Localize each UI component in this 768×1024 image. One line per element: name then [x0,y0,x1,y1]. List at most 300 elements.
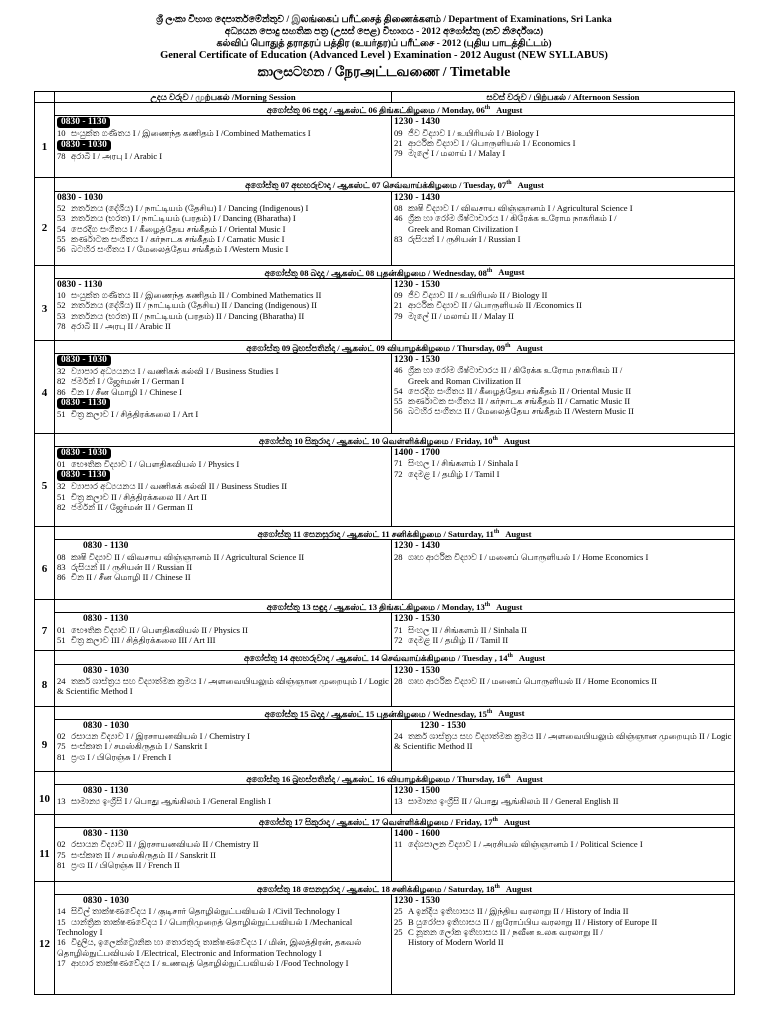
subject-name: සංයුක්ත ගණිතය II / இணைந்த கணிதம் II / Combined Mathematics II [71,290,322,301]
subject-name: ගෘහ ආර්ථික විද්‍යාව I / மனைப் பொருளியல் I / Home Economics I [408,551,649,562]
subject-name: චීන II / சீன மொழி II / Chinese II [71,572,191,583]
day-sessions-row [35,540,735,600]
day-month: August [498,708,525,719]
subject-name: A ඉන්දීය ඉතිහාසය II / இந்திய வரலாறு II / History of India II [408,906,629,917]
subject-entry [394,365,732,375]
subject-entry [57,839,389,849]
time-range: 1400 - 1700 [394,448,440,459]
subject-name: ගෘහ ආර්ථික විද්‍යාව II / மனைப் பொருளியல் II / Home Economics II [408,675,657,686]
afternoon-session-cell [392,116,735,178]
subject-entry [57,860,389,870]
session-time [57,665,389,676]
subject-entry [57,128,389,138]
time-range: 0830 - 1030 [57,192,103,203]
subject-entry [394,676,732,686]
subject-code: 46 [394,213,403,224]
subject-code: 55 [57,233,66,244]
subject-name: රුසියන් II / ருசியன் II / Russian II [71,561,193,572]
subject-name: අරාබි II / அரபு II / Arabic II [71,320,171,331]
day-date-heading [55,651,735,664]
day-month: August [496,602,523,613]
subject-entry [57,752,389,762]
morning-session-cell [55,784,392,814]
session-header-spacer [35,92,55,103]
subject-name: සිංහල II / சிங்களம் II / Sinhala II [408,624,527,635]
header-line-english: General Certificate of Education (Advanced Level ) Examination - 2012 August (NEW SYLLABUS) [160,50,608,61]
day-date-heading [55,600,735,613]
subject-code: 14 [57,906,66,917]
subject-code: 21 [394,138,403,149]
subject-name: Greek and Roman Civilization I [408,223,519,234]
subject-entry [57,625,389,635]
subject-entry [394,128,732,138]
day-number: 8 [35,664,55,706]
subject-name: Greek and Roman Civilization II [408,375,522,386]
subject-code: 24 [394,731,403,741]
subject-entry [394,290,732,300]
day-date-heading [55,340,735,353]
day-number-spacer [35,265,55,278]
subject-entry [57,552,389,562]
day-number-spacer [35,103,55,116]
afternoon-session-cell [392,895,735,995]
day-number: 9 [35,719,55,771]
subject-code: 54 [394,385,403,396]
morning-session-cell [55,353,392,433]
subject-entry [394,213,732,223]
subject-entry [57,796,389,806]
afternoon-session-cell [392,191,735,265]
time-range: 0830 - 1130 [57,470,110,481]
subject-entry [57,203,389,213]
subject-code: 53 [57,213,66,224]
subject-entry [394,635,732,645]
document-header [0,0,768,82]
subject-code: 72 [394,468,403,479]
day-date-heading [55,178,735,191]
subject-name: චිත්‍ර කලාව III / சித்திரக்கலை III / Art III [71,634,216,645]
time-range: 0830 - 1130 [57,117,110,128]
subject-entry [57,321,389,331]
subject-name: ජර්මන් I / ஜேர்மன் I / German I [71,376,185,387]
session-time [57,613,389,624]
session-time [57,720,389,731]
subject-name: ජීව විද්‍යාව I / உயிரியல் I / Biology I [408,127,539,138]
subject-entry [57,376,389,386]
time-range: 0830 - 1030 [57,140,111,151]
subject-name: ප්‍රංශ II / பிரெஞ்சு II / French II [71,859,180,870]
subject-entry [394,625,732,635]
day-label: අගෝස්තු 09 බ්‍රහස්පතින්දා / ஆகஸ்ட் 09 வியாழக்கிழமை / Thursday, 09 [246,342,506,353]
time-range: 1230 - 1530 [420,720,466,731]
subject-name: විදුලිය, ඉලෙක්ට්‍රොනික හා තොරතුරු තාක්ෂණවේදය I / மின், இலத்திரன், தகவல் தொழில்நுட்பவியல் I /Electrical, Electronic and Information Technology I [57,937,362,958]
time-range: 0830 - 1030 [83,720,129,731]
subject-entry [57,387,389,397]
day-sessions-row [35,828,735,882]
session-time [57,192,389,203]
subject-name: සංස්කෘත II / சமஸ்கிருதம் II / Sanskrit II [71,849,216,860]
day-month: August [503,435,531,446]
subject-code: 56 [394,406,403,417]
subject-code: 13 [394,796,403,807]
session-time [394,720,732,731]
time-range: 0830 - 1030 [83,896,129,907]
time-range: 0830 - 1130 [57,398,110,409]
subject-code: 53 [57,310,66,321]
subject-name: සාමාන්‍ය ඉංග්‍රීසි I / பொது ஆங்கிலம் I /General English I [71,796,271,807]
subject-name: කර්ණාටක සංගීතය I / கர்நாடக சங்கீதம் I / Carnatic Music I [71,233,285,244]
page-title-english: Timetable [449,65,511,80]
session-time [394,279,732,290]
page-title [0,64,768,82]
subject-name: නර්තනය (භරත) II / நாட்டியம் (பரதம்) II / Dancing (Bharatha) II [71,310,305,321]
subject-code: 32 [57,481,66,492]
morning-session-cell [55,447,392,527]
afternoon-session-cell [392,828,735,882]
day-ordinal-suffix: th [506,180,512,187]
morning-session-cell [55,664,392,706]
morning-session-cell [55,895,392,995]
subject-name: නර්තනය (භරත) I / நாட்டியம் (பரதம்) I / Dancing (Bharatha) I [71,213,296,224]
subject-code: 75 [57,741,66,752]
subject-name: කර්ණාටක සංගීතය II / கர்நாடக சங்கீதம் II / Carnatic Music II [408,396,631,407]
day-date-heading [55,882,735,895]
subject-code: 81 [57,751,66,762]
subject-name: යාන්ත්‍රික තාක්ෂණවේදය I / பொறிமுறைத் தொழில்நுட்பவியல் I /Mechanical Technology I [57,916,353,938]
subject-name: ව්‍යාපාර අධ්‍යයනය I / வணிகக் கல்வி I / Business Studies I [71,365,279,376]
subject-name: මැලේ II / மலாய் II / Malay II [408,310,514,321]
day-number-spacer [35,706,55,719]
day-header-row [35,103,735,116]
subject-entry [57,311,389,321]
afternoon-session-cell [392,278,735,340]
subject-code: 82 [57,501,66,512]
day-number: 3 [35,278,55,340]
day-number: 10 [35,784,55,814]
subject-entry [394,234,732,244]
subject-code: 51 [57,491,66,502]
day-ordinal-suffix: th [484,602,491,609]
subject-name: C නූතන ලෝක ඉතිහාසය II / நவீன உலக வரலாறு II / [408,927,603,938]
session-time [394,354,732,365]
day-sessions-row [35,191,735,265]
day-sessions-row [35,447,735,527]
day-label: අගෝස්තු 07 අඟහරුවාදා / ஆகஸ்ட் 07 செவ்வாய்க்கிழமை / Tuesday, 07 [245,180,507,191]
session-time [57,447,389,459]
time-range: 1230 - 1530 [394,665,440,676]
subject-name: බටහිර සංගීතය I / மேலைத்தேய சங்கீதம் I /Western Music I [71,244,289,255]
subject-code: 24 [57,675,66,686]
subject-code: 28 [394,675,403,686]
subject-entry [57,366,389,376]
subject-entry [57,937,389,958]
session-time [394,665,732,676]
morning-session-cell [55,613,392,651]
morning-session-cell [55,719,392,771]
subject-entry [394,300,732,310]
session-time [394,116,732,127]
subject-name: චිත්‍ර කලාව II / சித்திரக்கலை II / Art II [71,491,207,502]
subject-name: සාමාන්‍ය ඉංග්‍රීසි II / பொது ஆங்கிலம் II / General English II [408,796,619,807]
day-date-heading [55,814,735,827]
subject-code: 09 [394,127,403,138]
morning-session-cell [55,540,392,600]
subject-entry [57,502,389,512]
subject-code: 02 [57,731,66,741]
day-number: 5 [35,447,55,527]
morning-session-cell [55,828,392,882]
subject-code: 86 [57,572,66,583]
subject-name: කෘෂි විද්‍යාව I / விவசாய விஞ்ஞானம் I / Agricultural Science I [408,202,633,213]
subject-entry [394,731,732,752]
subject-code: 10 [57,128,66,139]
subject-name: රසායන විද්‍යාව I / இரசாயனவியல் I / Chemistry I [71,731,251,741]
day-label: අගෝස්තු 16 බ්‍රහස්පතින්දා / ஆகஸ்ட் 16 வியாழக்கிழமை / Thursday, 16 [246,773,506,784]
time-range: 0830 - 1130 [83,614,129,625]
day-ordinal-suffix: th [494,884,500,891]
session-time [57,469,389,481]
afternoon-session-cell [392,719,735,771]
afternoon-session-cell [392,447,735,527]
subject-name: ග්‍රීක හා රෝම ශිෂ්ටාචාරය II / கிரேக்க உரோம நாகரிகம் II / [408,365,623,376]
subject-entry [394,906,732,916]
day-header-row [35,433,735,446]
day-number-spacer [35,600,55,613]
subject-entry [57,213,389,223]
subject-name: සිංහල I / சிங்களம் I / Sinhala I [408,458,519,469]
subject-entry [57,850,389,860]
subject-entry [394,406,732,416]
time-range: 1400 - 1600 [394,829,440,840]
morning-session-cell [55,116,392,178]
subject-code: 51 [57,634,66,645]
timetable [34,91,735,995]
subject-name: දෙමළ I / தமிழ் I / Tamil I [408,468,500,479]
subject-code: 25 [394,927,403,938]
subject-name: භෞතික විද්‍යාව I / பௌதிகவியல் I / Physics I [71,459,240,470]
day-header-row [35,265,735,278]
day-number-spacer [35,882,55,895]
subject-entry [394,203,732,213]
subject-code: 56 [57,244,66,255]
subject-code: 75 [57,849,66,860]
afternoon-session-cell [392,353,735,433]
subject-name: චිත්‍ර කලාව I / சித்திரக்கலை I / Art I [71,408,199,419]
subject-entry [57,290,389,300]
session-time [394,828,732,839]
header-line-sinhala: අධ්‍යයන පොදු සහතික පත්‍ර (උසස් පෙළ) විභාගය - 2012 අගෝස්තු (නව නිර්දේශය) [224,27,544,37]
subject-entry [394,469,732,479]
subject-name: ජීව විද්‍යාව II / உயிரியல் II / Biology II [408,290,548,301]
subject-name: භෞතික විද්‍යාව II / பௌதிகவியல் II / Physics II [71,624,248,635]
subject-name: ජර්මන් II / ஜேர்மன் II / German II [71,501,193,512]
time-range: 0830 - 1130 [83,785,129,796]
day-ordinal-suffix: th [493,529,500,536]
subject-name: සිවිල් තාක්ෂණවේදය I / குடிசார் தொழில்நுட்பவியல் I /Civil Technology I [71,906,340,917]
day-header-row [35,814,735,827]
day-header-row [35,600,735,613]
day-month: August [498,267,525,278]
subject-entry [394,386,732,396]
day-ordinal-suffix: th [486,708,493,715]
subject-code: 28 [394,551,403,562]
subject-code: 02 [57,839,66,850]
session-time [57,895,389,906]
subject-entry [57,300,389,310]
subject-name: පෙරදිග සංගීතය II / கீழைத்தேய சங்கீதம் II / Oriental Music II [408,385,632,396]
day-month: August [516,342,543,353]
afternoon-session-cell [392,664,735,706]
day-number-spacer [35,651,55,664]
subject-entry [57,459,389,469]
subject-entry [57,917,389,938]
subject-code: 54 [57,223,66,234]
subject-entry [57,741,389,751]
day-label: අගෝස්තු 08 බදාදා / ஆகஸ்ட் 08 புதன்கிழமை / Wednesday, 08 [264,267,487,278]
subject-code: 10 [57,290,66,301]
subject-code: 46 [394,365,403,376]
subject-name: දේශපාලන විද්‍යාව I / அரசியல் விஞ்ஞானம் I / Political Science I [408,839,643,850]
subject-entry [394,917,732,927]
time-range: 0830 - 1030 [57,448,111,459]
subject-name: රසායන විද්‍යාව II / இரசாயனவியல் II / Chemistry II [71,839,259,850]
day-header-row [35,340,735,353]
day-sessions-row [35,719,735,771]
time-range: 1230 - 1530 [394,354,440,365]
subject-name: දෙමළ II / தமிழ் II / Tamil II [408,634,509,645]
day-sessions-row [35,664,735,706]
subject-entry [57,481,389,491]
subject-code: 52 [57,300,66,311]
subject-entry [394,224,732,234]
subject-entry [394,311,732,321]
session-time [57,785,389,796]
subject-name: ආර්ථික විද්‍යාව II / பொருளியல் II /Economics II [408,300,582,311]
subject-entry [394,796,732,806]
day-number: 4 [35,353,55,433]
subject-entry [57,409,389,419]
page-title-local: කාලසටහන / நேரஅட்டவணை / [257,64,450,79]
day-number-spacer [35,771,55,784]
subject-code: 21 [394,300,403,311]
time-range: 0830 - 1130 [57,279,103,290]
day-label: අගෝස්තු 11 සෙනසුරාදා / ஆகஸ்ட் 11 சனிக்கிழமை / Saturday, 11 [257,528,494,539]
day-number-spacer [35,340,55,353]
session-time [57,397,389,409]
afternoon-session-cell [392,540,735,600]
session-time [394,895,732,906]
subject-entry [394,458,732,468]
morning-session-cell [55,278,392,340]
subject-entry [57,635,389,645]
subject-code: 79 [394,310,403,321]
subject-code: 81 [57,859,66,870]
session-time [394,613,732,624]
day-ordinal-suffix: th [492,435,498,442]
subject-name: History of Modern World II [408,937,504,948]
day-ordinal-suffix: th [505,342,511,349]
subject-entry [57,234,389,244]
day-sessions-row [35,613,735,651]
subject-code: 25 [394,916,403,927]
day-sessions-row [35,895,735,995]
subject-name: නර්තනය (දේශීය) I / நாட்டியம் (தேசிய) I / Dancing (Indigenous) I [71,202,309,213]
subject-code: 17 [57,957,66,968]
subject-entry [394,937,732,947]
time-range: 0830 - 1030 [83,665,129,676]
subject-entry [57,906,389,916]
session-time [57,354,389,366]
day-date-heading [55,265,735,278]
subject-code: 55 [394,396,403,407]
session-time [394,192,732,203]
day-label: අගෝස්තු 14 අඟහරුවාදා / ஆகஸ்ட் 14 செவ்வாய்க்கிழமை / Tuesday , 14 [243,653,508,664]
header-line-department: ශ්‍රී ලංකා විභාග දෙපාර්තමේන්තුව / இலங்கைப் பரீட்சைத் திணைக்களம் / Department of Examinations, Sri Lanka [156,15,612,25]
subject-entry [57,244,389,254]
time-range: 1230 - 1430 [394,541,440,552]
time-range: 1230 - 1530 [394,896,440,907]
time-range: 1230 - 1430 [394,117,440,128]
day-sessions-row [35,353,735,433]
subject-name: ආර්ථික විද්‍යාව I / பொருளியல் I / Economics I [408,138,576,149]
subject-name: කෘෂි විද්‍යාව II / விவசாய விஞ்ஞானம் II / Agricultural Science II [71,551,305,562]
day-month: August [503,816,531,827]
day-ordinal-suffix: th [507,653,513,660]
subject-entry [394,839,732,849]
subject-name: සංස්කෘත I / சமஸ்கிருதம் I / Sanskrit I [71,741,208,752]
subject-code: 08 [57,551,66,562]
time-range: 1230 - 1500 [394,785,440,796]
subject-code: 51 [57,408,66,419]
day-number: 1 [35,116,55,178]
subject-code: 78 [57,150,66,161]
subject-code: 79 [394,148,403,159]
session-time [394,540,732,551]
day-number-spacer [35,527,55,540]
session-time [57,540,389,551]
subject-code: 25 [394,906,403,917]
subject-code: 71 [394,458,403,469]
day-header-row [35,706,735,719]
time-range: 0830 - 1130 [83,829,129,840]
subject-code: 82 [57,376,66,387]
subject-entry [57,562,389,572]
day-header-row [35,527,735,540]
subject-code: 11 [394,839,403,850]
morning-session-cell [55,191,392,265]
subject-entry [57,958,389,968]
day-number-spacer [35,433,55,446]
subject-name: ව්‍යාපාර අධ්‍යයනය II / வணிகக் கல்வி II / Business Studies II [71,481,288,492]
day-month: August [517,180,544,191]
subject-name: චීන I / சீன மொழி I / Chinese I [71,386,183,397]
subject-name: ප්‍රංශ I / பிரெஞ்சு I / French I [71,751,172,762]
subject-entry [57,731,389,741]
day-number: 12 [35,895,55,995]
subject-name: සංයුක්ත ගණිතය I / இணைந்த கணிதம் I /Combined Mathematics I [71,128,311,139]
day-header-row [35,178,735,191]
day-date-heading [55,433,735,446]
subject-code: 72 [394,634,403,645]
subject-code: 86 [57,386,66,397]
afternoon-session-header: සවස් වරුව / பிற்பகல் / Afternoon Session [392,92,735,103]
subject-name: බටහිර සංගීතය II / மேலைத்தேய சங்கீதம் II /Western Music II [408,406,634,417]
day-month: August [505,883,533,894]
session-time [57,279,389,290]
day-header-row [35,882,735,895]
subject-entry [394,376,732,386]
subject-name: නර්තනය (දේශීය) II / நாட்டியம் (தேசிய) II / Dancing (Indigenous) II [71,300,317,311]
